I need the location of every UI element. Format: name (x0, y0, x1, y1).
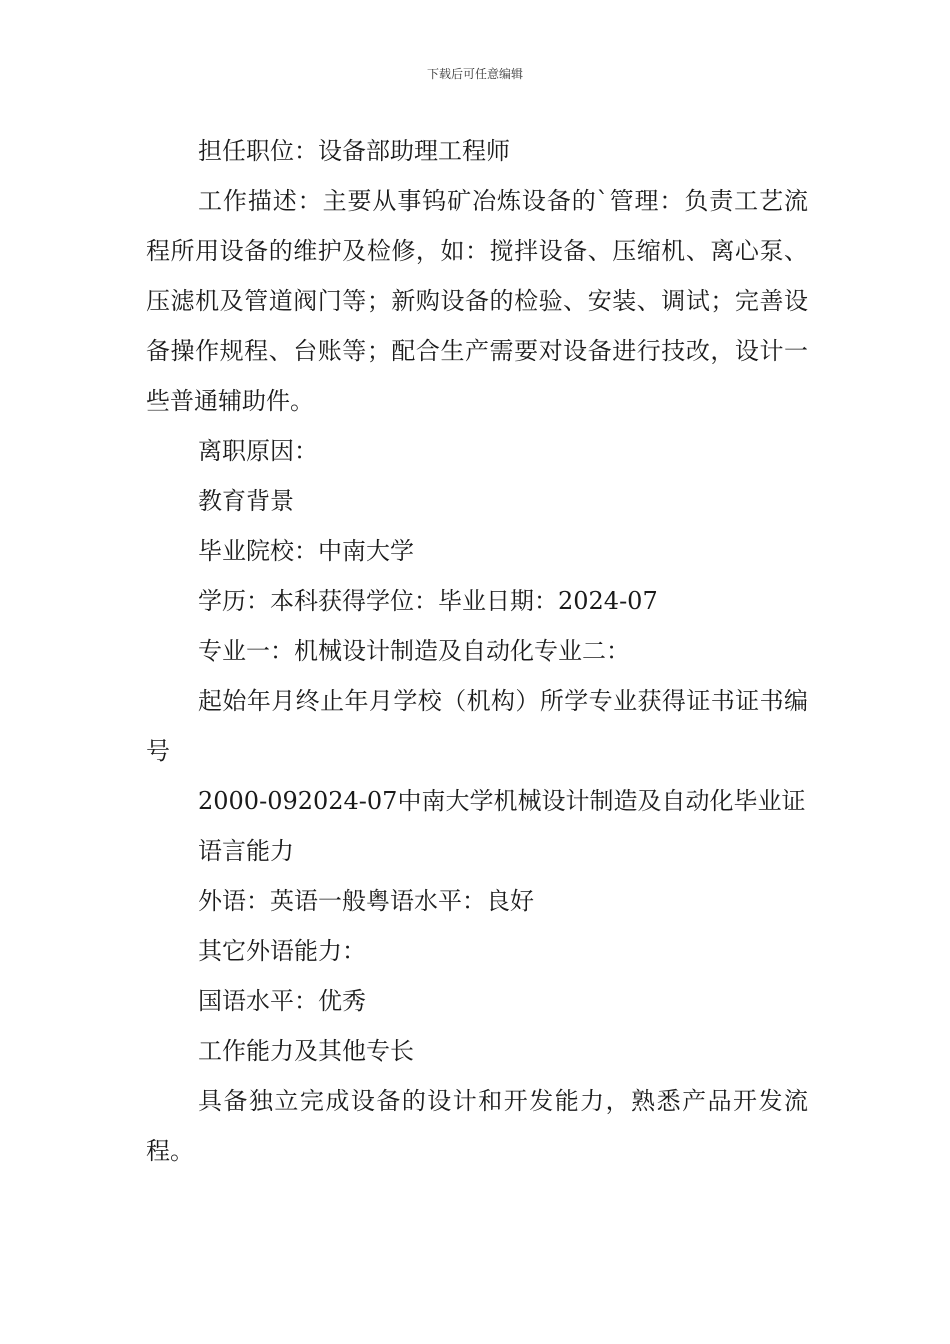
education-heading: 教育背景 (198, 487, 294, 515)
page-header: 下载后可任意编辑 (426, 67, 523, 81)
job-description: 工作描述：主要从事钨矿冶炼设备的`管理：负责工艺流程所用设备的维护及检修，如：搅拌设备、压缩机、离心泵、压滤机及管道阀门等；新购设备的检验、安装、调试；完善设备操作规程、台账等；配合生产需要对设备进行技改，设计一些普通辅助件。 (146, 187, 808, 415)
skills-heading: 工作能力及其他专长 (198, 1037, 414, 1065)
major-line: 专业一：机械设计制造及自动化专业二： (198, 637, 630, 665)
education-table-header: 起始年月终止年月学校（机构）所学专业获得证书证书编号 (146, 687, 808, 765)
language-heading: 语言能力 (198, 837, 294, 865)
skills-description: 具备独立完成设备的设计和开发能力，熟悉产品开发流程。 (146, 1087, 808, 1165)
other-language-line: 其它外语能力： (198, 937, 366, 965)
document-body (146, 126, 808, 1176)
degree-line: 学历：本科获得学位：毕业日期：2024-07 (198, 587, 658, 615)
position-line: 担任职位：设备部助理工程师 (198, 137, 510, 165)
mandarin-line: 国语水平：优秀 (198, 987, 366, 1015)
leaving-reason: 离职原因： (198, 437, 318, 465)
education-record: 2000-092024-07中南大学机械设计制造及自动化毕业证 (198, 787, 806, 815)
foreign-language-line: 外语：英语一般粤语水平：良好 (198, 887, 534, 915)
school-line: 毕业院校：中南大学 (198, 537, 414, 565)
